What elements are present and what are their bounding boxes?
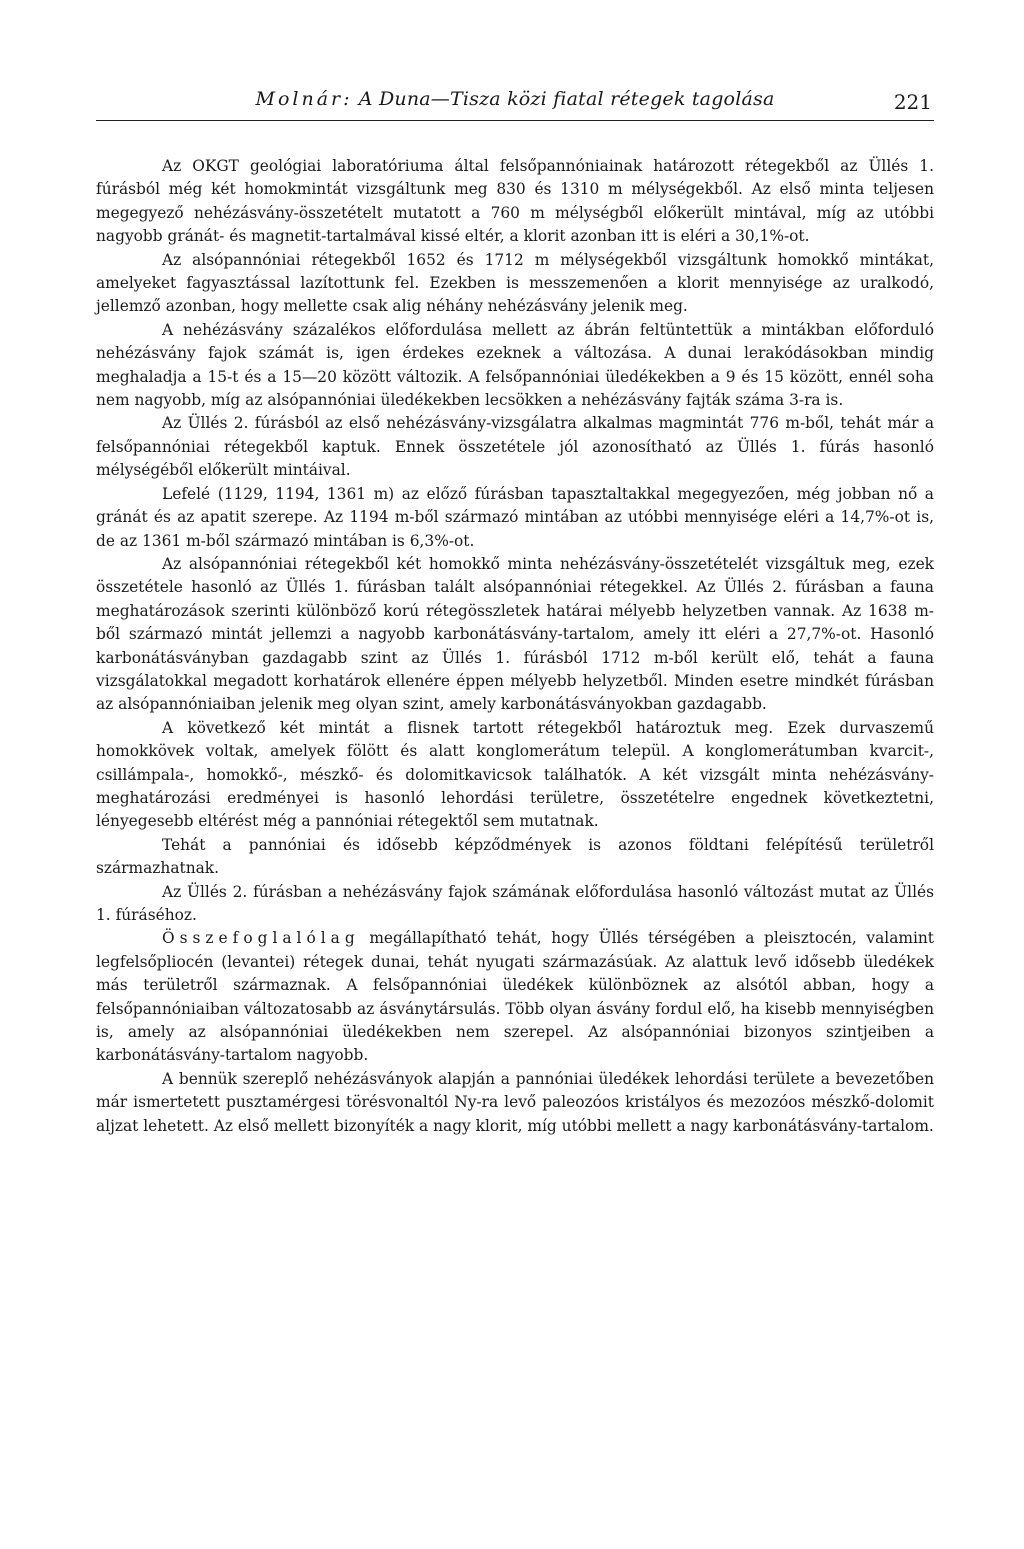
paragraph-7: A következő két mintát a flisnek tartott rétegekből határoztuk meg. Ezek durvaszemű homokkövek voltak, amelyek fölött és alatt konglomerátum települ. A konglomerátumban kvarcit-, csillámpala-, homokkő-, mészkő- és dolomitkavicsok találhatók. A két vizsgált minta nehézásvány-meghatározási eredményei is hasonló lehordási területre, összetételre engednek következtetni, lényegesebb eltérést még a pannóniai rétegektől sem mutatnak. bbox=[96, 718, 934, 831]
author-name: Molnár: bbox=[255, 88, 353, 110]
running-title bbox=[96, 88, 934, 110]
paragraph-2: Az alsópannóniai rétegekből 1652 és 1712 m mélységekből vizsgáltunk homokkő mintákat, amelyeket fagyasztással lazítottunk fel. Ezekben is messzemenően a klorit mennyisége az uralkodó, jellemző azonban, hogy mellette csak alig néhány nehézásvány jelenik meg. bbox=[96, 250, 934, 316]
summary-lead: Összefoglalólag bbox=[162, 929, 360, 948]
paragraph-4: Az Üllés 2. fúrásból az első nehézásvány-vizsgálatra alkalmas magmintát 776 m-ből, tehát már a felsőpannóniai rétegekből kaptuk. Ennek összetétele jól azonosítható az Üllés 1. fúrás hasonló mélységéből előkerült mintáival. bbox=[96, 414, 934, 480]
paragraph-6: Az alsópannóniai rétegekből két homokkő minta nehézásvány-összetételét vizsgáltuk meg, ezek összetétele hasonló az Üllés 1. fúrásban talált alsópannóniai rétegekkel. Az Üllés 2. fúrásban a fauna meghatározások szerinti különböző korú rétegösszletek határai mélyebb helyzetben vannak. Az 1638 m-ből származó mintát jellemzi a nagyobb karbonátásvány-tartalom, amely itt eléri a 27,7%-ot. Hasonló karbonátásványban gazdagabb szint az Üllés 1. fúrásból 1712 m-ből került elő, tehát a fauna vizsgálatokkal megadott korhatárok ellenére éppen mélyebb helyzetből. Minden esetre mindkét fúrásban az alsópannóniaiban jelenik meg olyan szint, amely karbonátásványokban gazdagabb. bbox=[96, 554, 934, 714]
article-title: A Duna—Tisza közi fiatal rétegek tagolása bbox=[358, 88, 775, 110]
body-text bbox=[96, 155, 934, 1138]
summary-text: megállapítható tehát, hogy Üllés térségében a pleisztocén, valamint legfelsőpliocén (levantei) rétegek dunai, tehát nyugati származásúak. Az alattuk levő idősebb üledékek más területről származnak. A felsőpannóniai üledékek különböznek az alsótól abban, hogy a felsőpannóniaiban változatosabb az ásványtársulás. Több olyan ásvány fordul elő, ha kisebb mennyiségben is, amely az alsópannóniai üledékekben nem szerepel. Az alsópannóniai bizonyos szintjeiben a karbonátásvány-tartalom nagyobb. bbox=[96, 929, 934, 1065]
paragraph-9: Az Üllés 2. fúrásban a nehézásvány fajok számának előfordulása hasonló változást mutat az Üllés 1. fúráséhoz. bbox=[96, 882, 934, 924]
running-head bbox=[96, 78, 934, 121]
paragraph-8: Tehát a pannóniai és idősebb képződmények is azonos földtani felépítésű területről származhatnak. bbox=[96, 835, 934, 878]
page-number: 221 bbox=[893, 90, 932, 114]
paragraph-11: A bennük szereplő nehézásványok alapján a pannóniai üledékek lehordási területe a bevezetőben már ismertetett pusztamérgesi törésvonaltól Ny-ra levő paleozóos kristályos és mezozóos mészkő-dolomit aljzat lehetett. Az első mellett bizonyíték a nagy klorit, míg utóbbi mellett a nagy karbonátásvány-tartalom. bbox=[96, 1069, 934, 1135]
page bbox=[96, 78, 934, 1138]
paragraph-3: A nehézásvány százalékos előfordulása mellett az ábrán feltüntettük a mintákban előforduló nehézásvány fajok számát is, igen érdekes ezeknek a változása. A dunai lerakódásokban mindig meghaladja a 15-t és a 15—20 között változik. A felsőpannóniai üledékekben a 9 és 15 között, ennél soha nem nagyobb, míg az alsópannóniai üledékekben lecsökken a nehézásvány fajták száma 3-ra is. bbox=[96, 320, 934, 410]
paragraph-5: Lefelé (1129, 1194, 1361 m) az előző fúrásban tapasztaltakkal megegyezően, még jobban nő a gránát és az apatit szerepe. Az 1194 m-ből származó mintában az utóbbi mennyisége eléri a 14,7%-ot is, de az 1361 m-ből származó mintában is 6,3%-ot. bbox=[96, 484, 934, 550]
paragraph-10 bbox=[96, 927, 934, 1067]
paragraph-1: Az OKGT geológiai laboratóriuma által felsőpannóniainak határozott rétegekből az Üllés 1. fúrásból még két homokmintát vizsgáltunk meg 830 és 1310 m mélységekből. Az első minta teljesen megegyező nehézásvány-összetételt mutatott a 760 m mélységből előkerült mintával, míg az utóbbi nagyobb gránát- és magnetit-tartalmával kissé eltér, a klorit azonban itt is eléri a 30,1%-ot. bbox=[96, 157, 934, 246]
